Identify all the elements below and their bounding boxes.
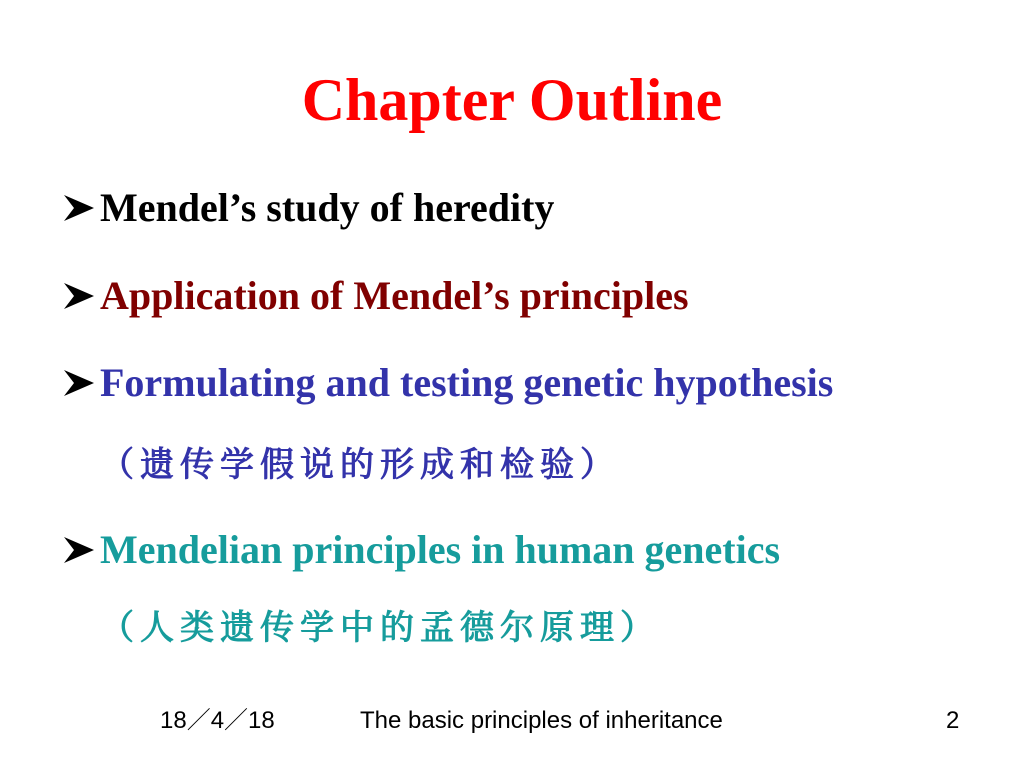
outline-item-application [62,271,689,321]
outline-item-hypothesis [62,358,833,408]
outline-item-text: Mendelian principles in human genetics [100,527,781,572]
outline-item-human-genetics-chinese: （人类遗传学中的孟德尔原理） [100,610,660,647]
arrowhead-bullet-icon [62,281,100,311]
outline-item-text: Application of Mendel’s principles [100,273,689,318]
outline-item-human-genetics [62,525,780,575]
arrowhead-bullet-icon [62,368,100,398]
arrowhead-bullet-icon [62,193,100,223]
arrowhead-bullet-icon [62,535,100,565]
page-number: 2 [946,707,960,734]
outline-item-text: Mendel’s study of heredity [100,185,555,230]
footer-title: The basic principles of inheritance [360,707,723,734]
outline-item-mendel-study [62,183,554,233]
slide-title: Chapter Outline [301,67,723,133]
footer-date: 18／4／18 [160,707,275,734]
outline-item-hypothesis-chinese: （遗传学假说的形成和检验） [100,447,620,484]
outline-item-text: Formulating and testing genetic hypothesis [100,360,834,405]
